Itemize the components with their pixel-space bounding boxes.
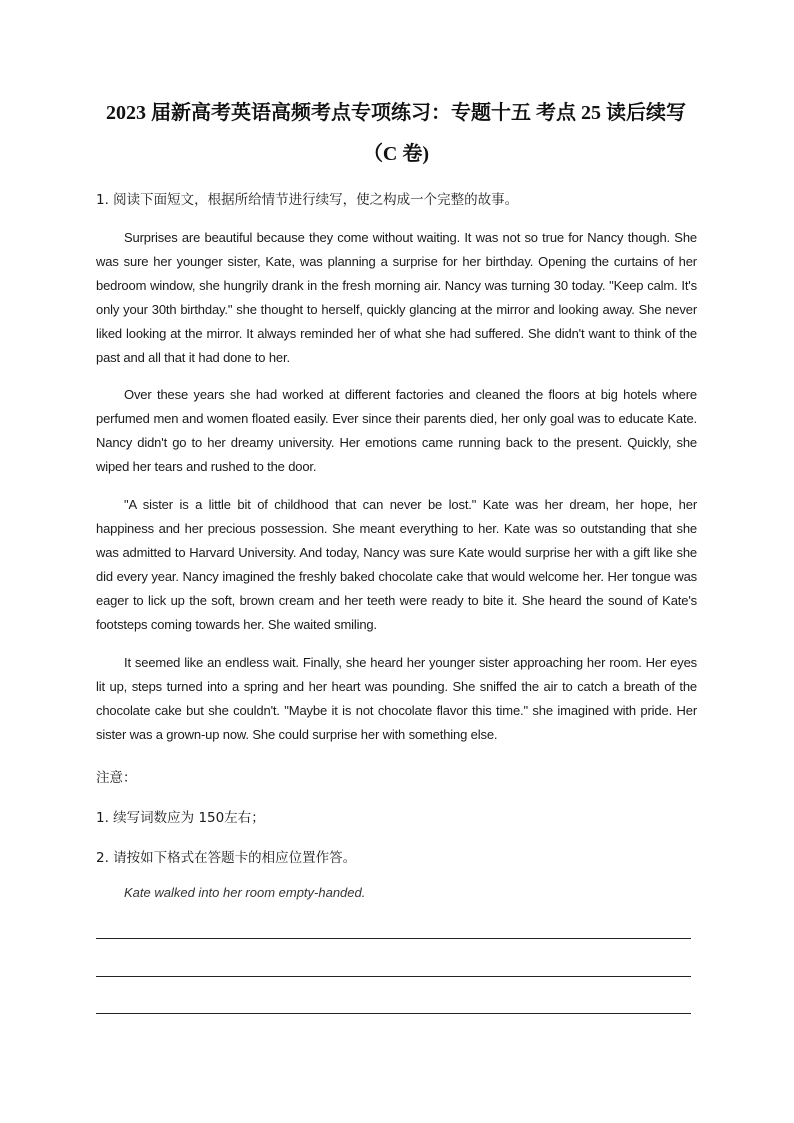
note-word-count: 1. 续写词数应为 150左右； (96, 810, 265, 826)
story-paragraph-1: Surprises are beautiful because they come without waiting. It was not so true for Nancy though. She was sure her younger sister, Kate, was planning a surprise for her birthday. Opening the curtains of her bedroom window, she hungrily drank in the fresh morning air. Nancy was turning 30 today. "Keep calm. It's only your 30th birthday." she thought to herself, quickly glancing at the mirror and looking away. She never liked looking at the mirror. It always reminded her of what she had suffered. She didn't want to think of the past and all that it had done to her. (96, 230, 697, 365)
answer-line-2 (96, 976, 691, 977)
story-paragraph-2: Over these years she had worked at different factories and cleaned the floors at big hotels where perfumed men and women floated easily. Ever since their parents died, her only goal was to educate Kate. Nancy didn't go to her dreamy university. Her emotions came running back to the present. Quickly, she wiped her tears and rushed to the door. (96, 387, 697, 474)
story-paragraph-4: It seemed like an endless wait. Finally, she heard her younger sister approaching her room. Her eyes lit up, steps turned into a spring and her heart was pounding. She sniffed the air to catch a breath of the chocolate cake but she couldn't. "Maybe it is not chocolate flavor this time." she imagined with pride. Her sister was a grown-up now. She could surprise her with something else. (96, 655, 697, 742)
continuation-prompt: Kate walked into her room empty-handed. (124, 885, 366, 900)
notes-heading: 注意： (96, 770, 137, 786)
answer-line-3 (96, 1013, 691, 1014)
document-title-volume: （C 卷) (362, 143, 430, 165)
note-answer-format: 2. 请按如下格式在答题卡的相应位置作答。 (96, 850, 357, 866)
story-paragraph-3: "A sister is a little bit of childhood that can never be lost." Kate was her dream, her hope, her happiness and her precious possession. She meant everything to her. Kate was so outstanding that she was admitted to Harvard University. And today, Nancy was sure Kate would surprise her with a gift like she did every year. Nancy imagined the freshly baked chocolate cake that would welcome her. Her tongue was eager to lick up the soft, brown cream and her teeth were ready to bite it. She heard the sound of Kate's footsteps coming towards her. She waited smiling. (96, 497, 697, 632)
task-instruction: 1. 阅读下面短文，根据所给情节进行续写，使之构成一个完整的故事。 (96, 192, 519, 208)
answer-line-1 (96, 938, 691, 939)
document-title: 2023 届新高考英语高频考点专项练习：专题十五 考点 25 读后续写 (106, 102, 686, 124)
